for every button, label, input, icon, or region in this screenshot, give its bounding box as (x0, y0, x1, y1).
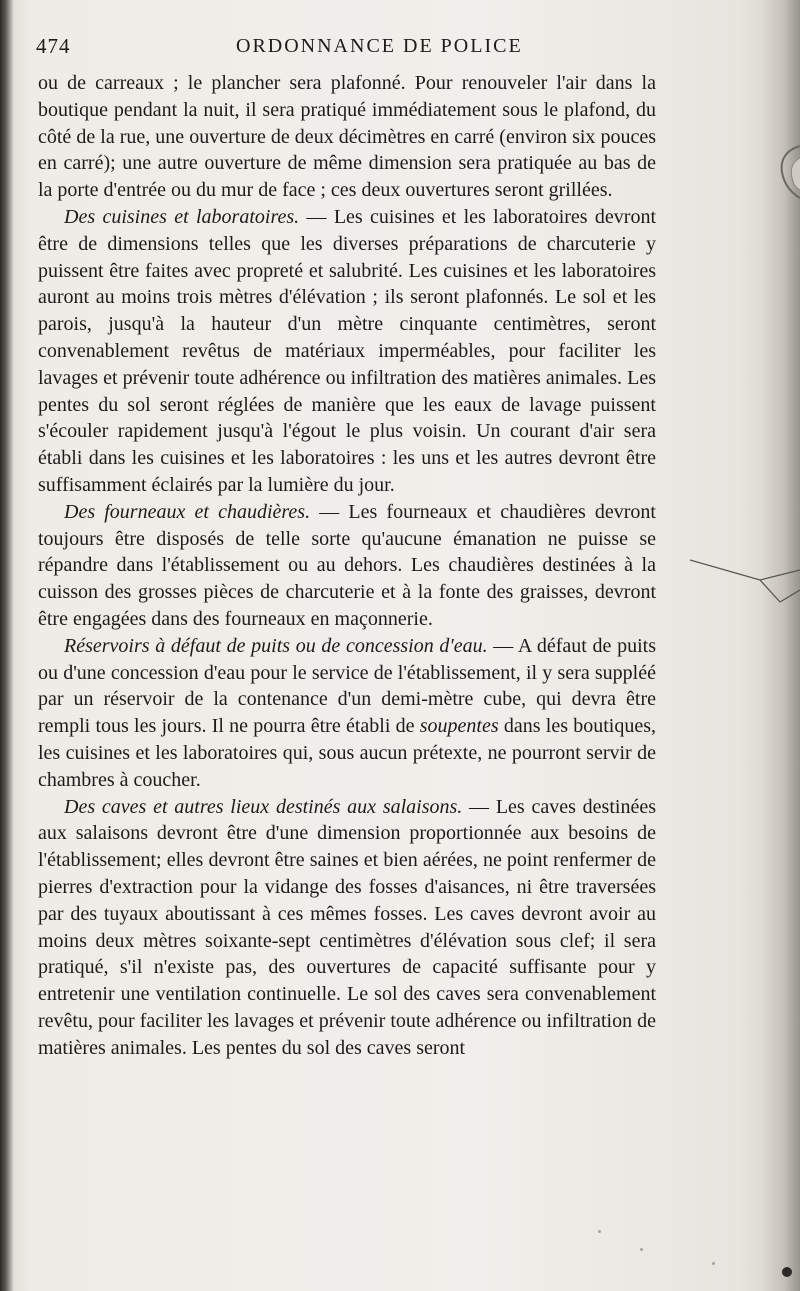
page-gutter-shadow (0, 0, 14, 1291)
paragraph-fourneaux (38, 499, 656, 633)
paper-speck (712, 1262, 715, 1265)
paragraph-text: dans les boutiques, les cuisines et les laboratoires qui, sous aucun prétexte, ne pourront servir de chambres à coucher. (38, 715, 656, 791)
paragraph-reservoirs (38, 633, 656, 794)
paragraph-caves (38, 794, 656, 1062)
paragraph-text: — Les caves destinées aux salaisons devront être d'une dimension proportionnée aux besoins de l'établissement; elles devront être saines et bien aérées, ne point renfermer de pierres d'extraction pour la vidange des fosses d'aisances, ni être traversées par des tuyaux aboutissant à ces mêmes fosses. Les caves devront avoir au moins deux mètres soixante-sept centimètres d'élévation sous clef; il sera pratiqué, s'il n'existe pas, des ouvertures de capacité suffisante pour y entretenir une ventilation continuelle. Le sol des caves sera convenablement revêtu, pour faciliter les lavages et prévenir toute adhérence ou infiltration de matières animales. Les pentes du sol des caves seront (38, 795, 656, 1059)
ink-blot (782, 1267, 792, 1277)
section-title-caves: Des caves et autres lieux destinés aux salaisons. (64, 795, 463, 818)
paper-speck (640, 1248, 643, 1251)
paragraph-text: — Les fourneaux et chaudières devront toujours être disposés de telle sorte qu'aucune émanation ne puisse se répandre dans l'établissement ou au dehors. Les chaudières destinées à la cuisson des grosses pièces de charcuterie et à la fonte des graisses, devront être engagées dans des fourneaux en maçonnerie. (38, 500, 656, 630)
paragraph-text: — A défaut de puits ou d'une concession d'eau pour le service de l'établissement, il y sera suppléé par un réservoir de la contenance d'un demi-mètre cube, qui devra être rempli tous les jours. Il ne pourra être établi de (38, 634, 656, 738)
paper-tab-mark (766, 140, 800, 204)
paragraph-text: — Les cuisines et les laboratoires devront être de dimensions telles que les diverses préparations de charcuterie y puissent être faites avec propreté et salubrité. Les cuisines et les laboratoires auront au moins trois mètres d'élévation ; ils seront plafonnés. Le sol et les parois, jusqu'à la hauteur d'un mètre cinquante centimètres, seront convenablement revêtus de matériaux imperméables, pour faciliter les lavages et prévenir toute adhérence ou infiltration des matières animales. Les pentes du sol seront réglées de manière que les eaux de lavage puissent s'écouler rapidement jusqu'à l'égout le plus voisin. Un courant d'air sera établi dans les cuisines et les laboratoires : les uns et les autres devront être suffisamment éclairés par la lumière du jour. (38, 205, 656, 496)
paragraph-1 (38, 70, 656, 204)
paper-fold-lines (690, 540, 800, 620)
section-title-cuisines: Des cuisines et laboratoires. (64, 205, 300, 228)
paragraph-text: ou de carreaux ; le plancher sera plafonné. Pour renouveler l'air dans la boutique pendant la nuit, il sera pratiqué immédiatement sous le plafond, du côté de la rue, une ouverture de deux décimètres en carré (environ six pouces en carré); une autre ouverture de même dimension sera pratiquée au bas de la porte d'entrée ou du mur de face ; ces deux ouvertures seront grillées. (38, 72, 656, 202)
page-number: 474 (36, 34, 71, 58)
running-head: ORDONNANCE DE POLICE (236, 35, 523, 57)
paragraph-cuisines (38, 204, 656, 499)
paper-speck (598, 1230, 601, 1233)
body-text (38, 70, 656, 1061)
section-title-fourneaux: Des fourneaux et chaudières. (64, 500, 311, 523)
page-header (36, 34, 756, 64)
italic-term: soupentes (419, 715, 499, 738)
section-title-reservoirs: Réservoirs à défaut de puits ou de concession d'eau. (64, 634, 488, 657)
